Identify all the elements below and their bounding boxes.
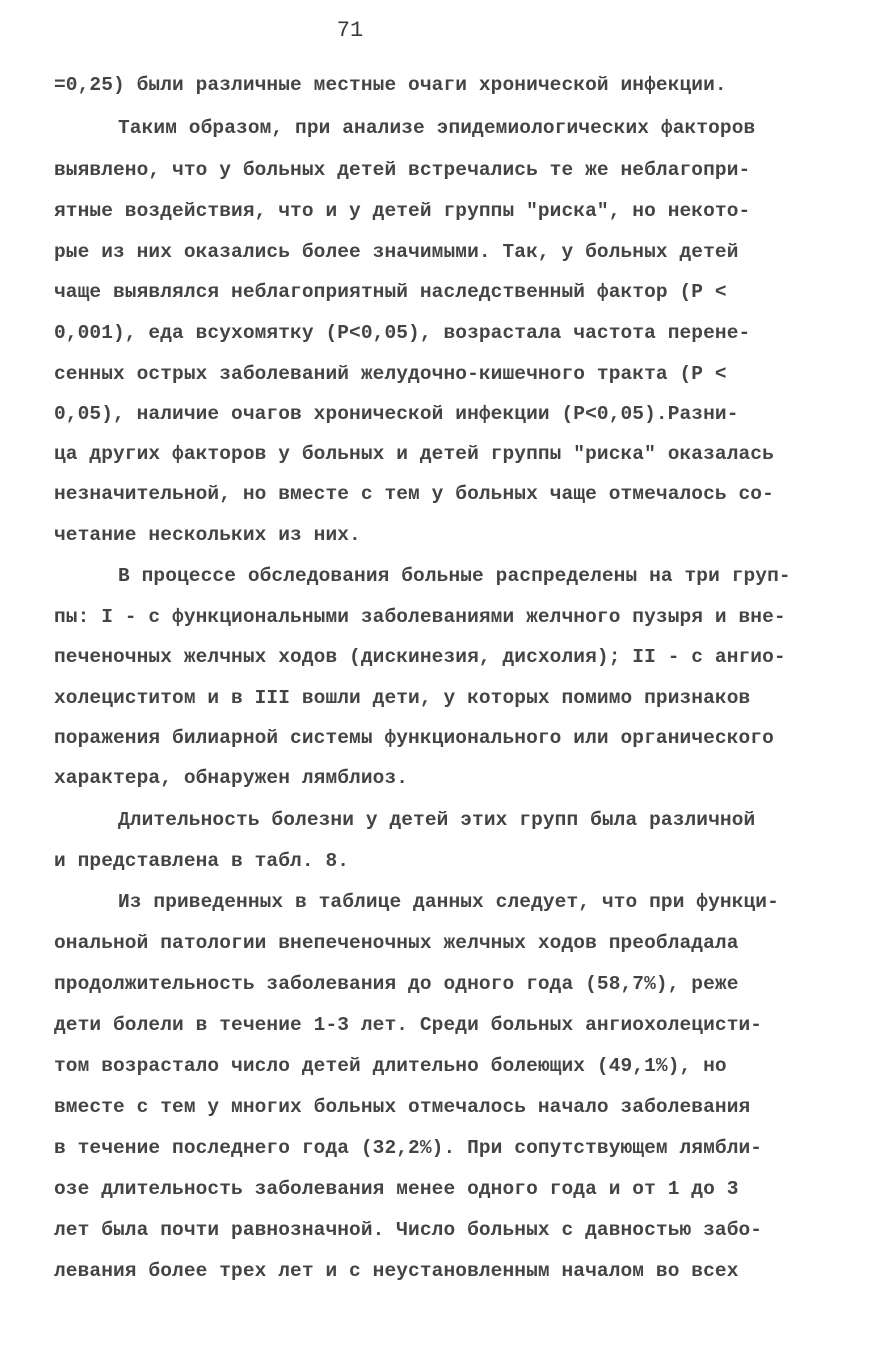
text-line: 0,05), наличие очагов хронической инфекции (Р<0,05).Разни- [54,403,739,425]
text-line: озе длительность заболевания менее одного года и от 1 до 3 [54,1178,739,1200]
text-line: Таким образом, при анализе эпидемиологических факторов [118,117,756,139]
text-line: ца других факторов у больных и детей группы "риска" оказалась [54,443,774,465]
text-line: том возрастало число детей длительно болеющих (49,1%), но [54,1055,727,1077]
text-line: В процессе обследования больные распределены на три груп- [118,565,791,587]
text-line: Длительность болезни у детей этих групп была различной [118,809,756,831]
text-line: незначительной, но вместе с тем у больных чаще отмечалось со- [54,483,774,505]
text-line: характера, обнаружен лямблиоз. [54,767,409,789]
text-line: левания более трех лет и с неустановленным началом во всех [54,1260,739,1282]
text-line: холециститом и в III вошли дети, у которых помимо признаков [54,687,751,709]
text-line: четание нескольких из них. [54,524,361,546]
text-line: и представлена в табл. 8. [54,850,350,872]
text-line: 0,001), еда всухомятку (Р<0,05), возрастала частота перене- [54,322,751,344]
text-line: выявлено, что у больных детей встречались те же неблагопри- [54,159,751,181]
text-line: печеночных желчных ходов (дискинезия, дисхолия); II - с ангио- [54,646,786,668]
text-line: Из приведенных в таблице данных следует, что при функци- [118,891,779,913]
text-line: рые из них оказались более значимыми. Так, у больных детей [54,241,739,263]
text-line: дети болели в течение 1-3 лет. Среди больных ангиохолецисти- [54,1014,763,1036]
text-line: продолжительность заболевания до одного года (58,7%), реже [54,973,739,995]
text-line: пы: I - с функциональными заболеваниями желчного пузыря и вне- [54,606,786,628]
text-line: ятные воздействия, что и у детей группы "риска", но некото- [54,200,751,222]
page-number: 71 [336,18,364,43]
text-line: чаще выявлялся неблагоприятный наследственный фактор (Р < [54,281,727,303]
text-line: лет была почти равнозначной. Число больных с давностью забо- [54,1219,763,1241]
text-line: в течение последнего года (32,2%). При сопутствующем лямбли- [54,1137,763,1159]
text-line: =0,25) были различные местные очаги хронической инфекции. [54,74,727,96]
text-line: поражения билиарной системы функционального или органического [54,727,774,749]
text-line: вместе с тем у многих больных отмечалось начало заболевания [54,1096,751,1118]
text-line: сенных острых заболеваний желудочно-кишечного тракта (Р < [54,363,727,385]
text-line: ональной патологии внепеченочных желчных ходов преобладала [54,932,739,954]
